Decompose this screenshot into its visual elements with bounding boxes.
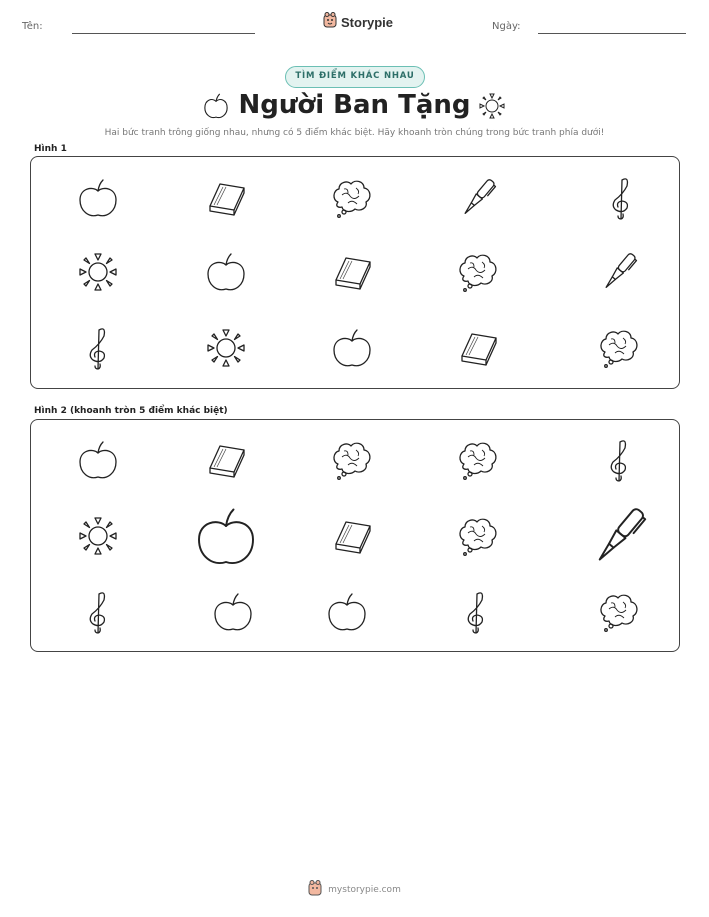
treble-clef-icon[interactable] [595,435,643,485]
instructions: Hai bức tranh trông giống nhau, nhưng có 5 điểm khác biệt. Hãy khoanh tròn chúng trong bức tranh phía dưới! [104,128,605,138]
treble-clef-icon[interactable] [74,587,122,637]
book-icon[interactable] [202,435,250,485]
apple-icon [202,247,250,297]
brand-logo [323,12,393,32]
figure1-label: Hình 1 [34,144,67,154]
book-icon [202,173,250,223]
sun-icon[interactable] [74,511,122,561]
figure2-label: Hình 2 (khoanh tròn 5 điểm khác biệt) [34,406,228,416]
date-label: Ngày: [492,21,521,32]
brain-icon [595,323,643,373]
brand-name: Storypie [341,14,394,30]
apple-icon [328,323,376,373]
sun-icon [202,323,250,373]
treble-clef-icon [597,173,645,223]
date-field-line[interactable] [538,33,686,34]
title-sun-icon [478,92,506,124]
treble-clef-icon[interactable] [452,587,500,637]
book-icon [328,247,376,297]
pen-icon [454,173,502,223]
pen-icon[interactable] [583,499,655,574]
footer-url[interactable]: mystorypie.com [328,884,401,895]
brain-icon [454,247,502,297]
name-field-line[interactable] [72,33,255,34]
footer [0,880,709,899]
book-icon [454,323,502,373]
apple-icon[interactable] [74,435,122,485]
book-icon[interactable] [328,511,376,561]
storypie-mascot-icon [308,880,322,899]
apple-icon[interactable] [323,587,371,637]
pen-icon [595,247,643,297]
page-title: Người Ban Tặng [238,90,471,120]
apple-icon[interactable] [190,499,262,574]
brain-icon[interactable] [595,587,643,637]
apple-icon[interactable] [209,587,257,637]
brain-icon[interactable] [454,435,502,485]
activity-badge: TÌM ĐIỂM KHÁC NHAU [285,66,425,88]
treble-clef-icon [74,323,122,373]
storypie-mascot-icon [323,12,337,32]
brain-icon[interactable] [454,511,502,561]
apple-icon [74,173,122,223]
name-label: Tên: [22,21,43,32]
brain-icon [328,173,376,223]
sun-icon [74,247,122,297]
brain-icon[interactable] [328,435,376,485]
